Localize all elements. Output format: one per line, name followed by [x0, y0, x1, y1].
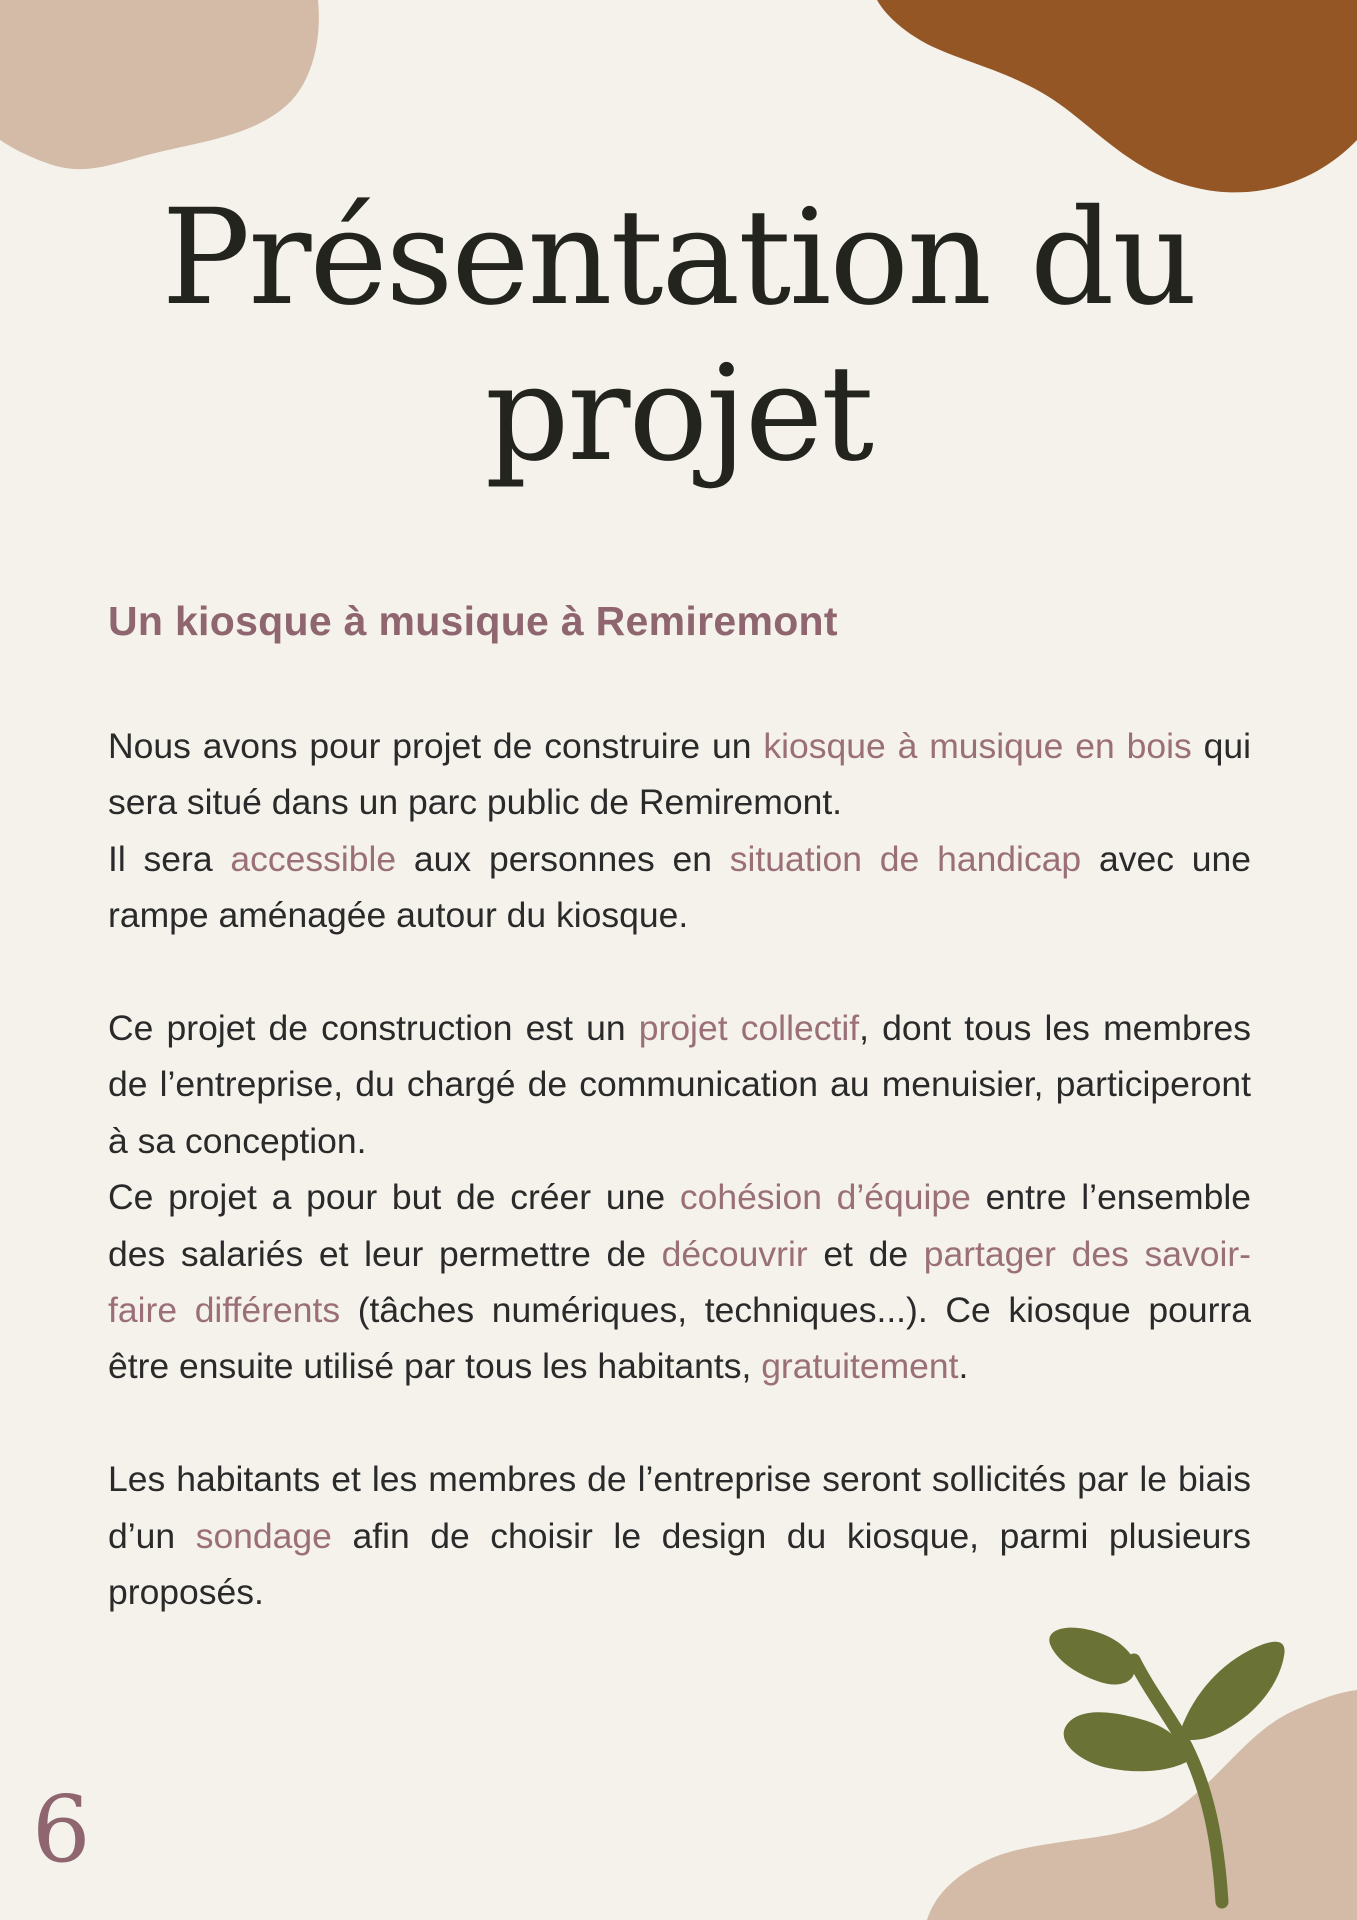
section-subtitle: Un kiosque à musique à Remiremont [108, 598, 838, 644]
page-title [0, 180, 1357, 492]
highlighted-phrase: partager des savoir-faire différents [108, 1233, 1251, 1331]
paragraph-3 [108, 1000, 1251, 1169]
text-segment: afin de choisir le design du kiosque, parmi plusieurs proposés. [108, 1515, 1251, 1613]
top-right-blob-decoration [877, 0, 1357, 200]
body-text [108, 718, 1251, 1620]
page-title-line-1: Présentation du [161, 181, 1196, 335]
highlighted-phrase: projet collectif [638, 1008, 860, 1049]
text-segment: aux personnes en [396, 838, 730, 879]
text-segment: entre l’ensemble des salariés et leur permettre de [108, 1177, 1251, 1274]
paragraph-2 [108, 831, 1251, 944]
text-segment: Nous avons pour projet de construire un [108, 726, 764, 766]
highlighted-phrase: cohésion d’équipe [679, 1177, 971, 1218]
highlighted-phrase: découvrir [661, 1233, 808, 1274]
text-segment: Il sera [108, 838, 231, 879]
paragraph-4 [108, 1169, 1251, 1395]
highlighted-phrase: gratuitement [761, 1346, 959, 1387]
text-segment: et de [807, 1233, 924, 1274]
text-segment: Ce projet a pour but de créer une [108, 1177, 680, 1218]
text-segment: qui sera situé dans un parc public de Remiremont. [108, 726, 1251, 823]
page-number: 6 [32, 1776, 91, 1883]
text-segment: , dont tous les membres de l’entreprise, du chargé de communication au menuisier, participeront à sa conception. [108, 1008, 1252, 1161]
text-segment: Ce projet de construction est un [108, 1008, 639, 1049]
top-left-blob-decoration [0, 0, 330, 180]
sprout-leaf-decoration [1030, 1620, 1300, 1920]
text-segment: avec une rampe aménagée autour du kiosque. [108, 838, 1251, 936]
page-title-line-2: projet [484, 337, 873, 491]
paragraph-5 [108, 1451, 1251, 1620]
text-segment: Les habitants et les membres de l’entreprise seront sollicités par le biais d’un [108, 1459, 1251, 1556]
highlighted-phrase: situation de handicap [729, 838, 1082, 879]
highlighted-phrase: accessible [230, 838, 397, 879]
highlighted-phrase: kiosque à musique en bois [763, 726, 1192, 766]
text-segment: . [958, 1346, 969, 1387]
highlighted-phrase: sondage [195, 1515, 332, 1556]
text-segment: (tâches numériques, techniques...). Ce kiosque pourra être ensuite utilisé par tous les habitants, [108, 1290, 1251, 1387]
paragraph-1 [108, 718, 1251, 831]
